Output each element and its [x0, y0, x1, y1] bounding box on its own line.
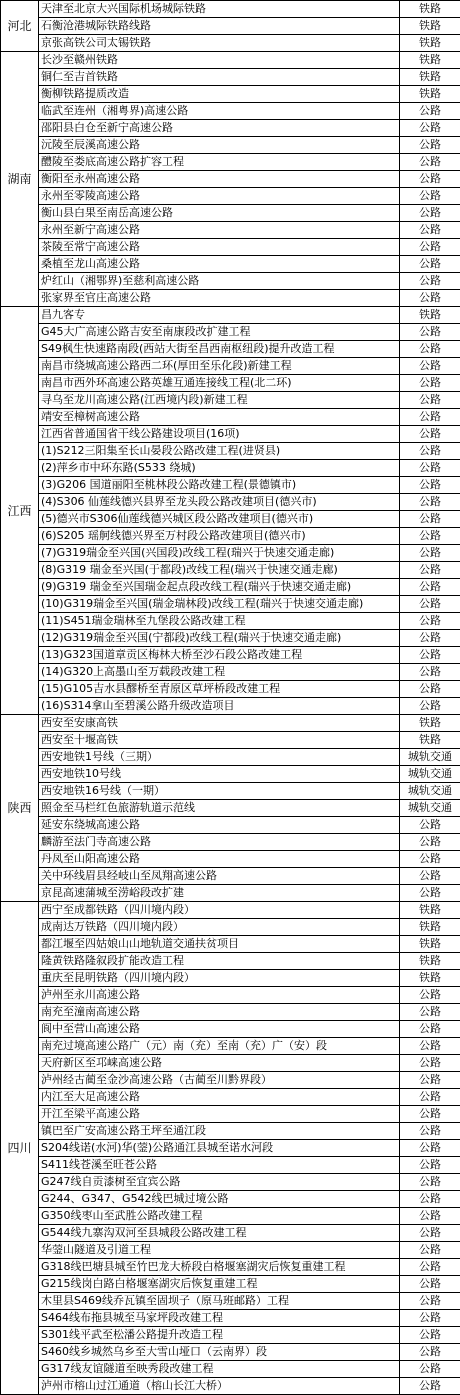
project-type-cell: 公路: [400, 1106, 460, 1123]
project-type-cell: 铁路: [400, 919, 460, 936]
project-type-cell: 铁路: [400, 902, 460, 919]
project-name-cell: G317线友谊隧道至映秀段改建工程: [39, 1361, 400, 1378]
project-type-cell: 公路: [400, 426, 460, 443]
project-type-cell: 公路: [400, 1310, 460, 1327]
project-name-cell: (6)S205 瑶舸线德兴界至万村段公路改建项目(德兴市): [39, 528, 400, 545]
project-type-cell: 公路: [400, 477, 460, 494]
project-type-cell: 公路: [400, 885, 460, 902]
table-row: [1, 205, 460, 222]
table-row: [1, 1361, 460, 1378]
project-type-cell: 铁路: [400, 86, 460, 103]
table-row: [1, 222, 460, 239]
project-name-cell: G244、G347、G542线巴城过境公路: [39, 1191, 400, 1208]
project-name-cell: 泸州市榕山过江通道（榕山长江大桥）: [39, 1378, 400, 1395]
table-row: [1, 749, 460, 766]
project-name-cell: S460线乡城然乌乡至大雪山垭口（云南界）段: [39, 1344, 400, 1361]
project-name-cell: 临武至连州（湘粤界)高速公路: [39, 103, 400, 120]
project-type-cell: 铁路: [400, 715, 460, 732]
table-row: [1, 647, 460, 664]
table-row: [1, 630, 460, 647]
table-row: [1, 800, 460, 817]
province-cell-sichuan: 四川: [1, 902, 39, 1395]
table-row: [1, 562, 460, 579]
project-name-cell: 江西省普通国省干线公路建设项目(16项): [39, 426, 400, 443]
project-type-cell: 公路: [400, 1072, 460, 1089]
project-type-cell: 公路: [400, 1276, 460, 1293]
project-name-cell: 关中环线眉县经岐山至凤翔高速公路: [39, 868, 400, 885]
project-type-cell: 公路: [400, 681, 460, 698]
project-type-cell: 铁路: [400, 18, 460, 35]
project-type-cell: 公路: [400, 239, 460, 256]
project-name-cell: 衡柳铁路提质改造: [39, 86, 400, 103]
table-row: [1, 1276, 460, 1293]
table-row: [1, 919, 460, 936]
table-row: [1, 256, 460, 273]
project-name-cell: G350线枣山至武胜公路改建工程: [39, 1208, 400, 1225]
project-type-cell: 公路: [400, 222, 460, 239]
table-row: [1, 885, 460, 902]
project-name-cell: 茶陵至常宁高速公路: [39, 239, 400, 256]
table-row: [1, 1123, 460, 1140]
table-row: [1, 545, 460, 562]
table-row: [1, 1174, 460, 1191]
project-type-cell: 公路: [400, 647, 460, 664]
table-row: [1, 528, 460, 545]
project-name-cell: (9)G319 瑞金至兴国瑞金起点段改线工程(瑞兴于快速交通走廊): [39, 579, 400, 596]
project-name-cell: 阆中至营山高速公路: [39, 1021, 400, 1038]
project-type-cell: 公路: [400, 1174, 460, 1191]
project-name-cell: 桑植至龙山高速公路: [39, 256, 400, 273]
project-type-cell: 公路: [400, 545, 460, 562]
project-type-cell: 公路: [400, 409, 460, 426]
project-name-cell: 京张高铁公司太锡铁路: [39, 35, 400, 52]
table-row: [1, 1106, 460, 1123]
project-name-cell: 丹凤至山阳高速公路: [39, 851, 400, 868]
project-type-cell: 公路: [400, 1021, 460, 1038]
table-row: [1, 987, 460, 1004]
project-type-cell: 公路: [400, 103, 460, 120]
project-name-cell: 西安地铁16号线（一期）: [39, 783, 400, 800]
table-row: [1, 970, 460, 987]
table-row: [1, 1242, 460, 1259]
table-row: [1, 1072, 460, 1089]
project-type-cell: 公路: [400, 460, 460, 477]
table-row: [1, 851, 460, 868]
project-name-cell: 邵阳县白仓至新宁高速公路: [39, 120, 400, 137]
project-type-cell: 公路: [400, 1089, 460, 1106]
project-type-cell: 公路: [400, 1157, 460, 1174]
project-type-cell: 公路: [400, 1038, 460, 1055]
project-type-cell: 公路: [400, 851, 460, 868]
project-type-cell: 公路: [400, 443, 460, 460]
project-name-cell: 南昌市西外环高速公路英雄互通连接线工程(北二环): [39, 375, 400, 392]
project-name-cell: 南充过境高速公路广（元）南（充）至南（充）广（安）段: [39, 1038, 400, 1055]
project-type-cell: 公路: [400, 290, 460, 307]
project-type-cell: 铁路: [400, 732, 460, 749]
project-name-cell: 醴陵至娄底高速公路扩容工程: [39, 154, 400, 171]
table-row: [1, 698, 460, 715]
project-type-cell: 公路: [400, 1123, 460, 1140]
table-row: [1, 426, 460, 443]
project-type-cell: 公路: [400, 579, 460, 596]
project-type-cell: 公路: [400, 120, 460, 137]
project-type-cell: 铁路: [400, 307, 460, 324]
project-name-cell: 西安至十堰高铁: [39, 732, 400, 749]
project-type-cell: 公路: [400, 1004, 460, 1021]
project-name-cell: 内江至大足高速公路: [39, 1089, 400, 1106]
project-name-cell: 南昌市绕城高速公路西二环(厚田至乐化段)新建工程: [39, 358, 400, 375]
table-row: [1, 1, 460, 18]
project-name-cell: (1)S212三阳集至长山晏段公路改建工程(进贤县): [39, 443, 400, 460]
project-type-cell: 公路: [400, 664, 460, 681]
project-type-cell: 公路: [400, 1225, 460, 1242]
project-type-cell: 铁路: [400, 35, 460, 52]
table-row: [1, 1055, 460, 1072]
table-row: [1, 290, 460, 307]
project-type-cell: 公路: [400, 137, 460, 154]
table-row: [1, 324, 460, 341]
table-row: [1, 1344, 460, 1361]
table-row: [1, 868, 460, 885]
table-row: [1, 307, 460, 324]
project-type-cell: 铁路: [400, 69, 460, 86]
project-name-cell: G544线九寨沟双河至县城段公路改建工程: [39, 1225, 400, 1242]
table-row: [1, 443, 460, 460]
project-type-cell: 公路: [400, 205, 460, 222]
project-type-cell: 城轨交通: [400, 766, 460, 783]
project-type-cell: 公路: [400, 596, 460, 613]
project-type-cell: 城轨交通: [400, 800, 460, 817]
table-row: [1, 154, 460, 171]
project-name-cell: (16)S314拿山至碧溪公路升级改造项目: [39, 698, 400, 715]
table-row: [1, 120, 460, 137]
project-type-cell: 公路: [400, 392, 460, 409]
project-name-cell: 天府新区至邛崃高速公路: [39, 1055, 400, 1072]
project-name-cell: 西安地铁1号线（三期）: [39, 749, 400, 766]
project-name-cell: S49枫生快速路南段(西站大街至昌西南枢纽段)提升改造工程: [39, 341, 400, 358]
table-row: [1, 477, 460, 494]
table-row: [1, 1310, 460, 1327]
project-name-cell: (11)S451瑞金瑞林至九堡段公路改建工程: [39, 613, 400, 630]
project-name-cell: 铜仁至吉首铁路: [39, 69, 400, 86]
table-row: [1, 817, 460, 834]
project-type-cell: 公路: [400, 375, 460, 392]
project-name-cell: (2)萍乡市中环东路(S533 绕城): [39, 460, 400, 477]
project-name-cell: (5)德兴市S306仙莲线德兴城区段公路改建项目(德兴市): [39, 511, 400, 528]
project-name-cell: 石衡沧港城际铁路线路: [39, 18, 400, 35]
project-type-cell: 公路: [400, 324, 460, 341]
table-row: [1, 358, 460, 375]
project-name-cell: (7)G319瑞金至兴国(兴国段)改线工程(瑞兴于快速交通走廊): [39, 545, 400, 562]
project-type-cell: 公路: [400, 341, 460, 358]
project-name-cell: 长沙至赣州铁路: [39, 52, 400, 69]
project-type-cell: 公路: [400, 868, 460, 885]
project-type-cell: 公路: [400, 1140, 460, 1157]
project-name-cell: G247线自贡漆树至宜宾公路: [39, 1174, 400, 1191]
project-type-cell: 公路: [400, 358, 460, 375]
project-type-cell: 公路: [400, 273, 460, 290]
project-type-cell: 公路: [400, 834, 460, 851]
project-type-cell: 铁路: [400, 1, 460, 18]
table-row: [1, 18, 460, 35]
table-row: [1, 188, 460, 205]
project-name-cell: (14)G320上高墨山至万载段改建工程: [39, 664, 400, 681]
table-row: [1, 239, 460, 256]
table-row: [1, 715, 460, 732]
project-name-cell: 镇巴至广安高速公路王坪至通江段: [39, 1123, 400, 1140]
project-type-cell: 公路: [400, 613, 460, 630]
table-row: [1, 681, 460, 698]
project-name-cell: 炉红山（湘鄂界)至慈利高速公路: [39, 273, 400, 290]
table-row: [1, 1327, 460, 1344]
project-name-cell: 华蓥山隧道及引道工程: [39, 1242, 400, 1259]
project-name-cell: S411线苍溪至旺苍公路: [39, 1157, 400, 1174]
project-name-cell: 开江至梁平高速公路: [39, 1106, 400, 1123]
project-name-cell: 寻乌至龙川高速公路(江西境内段)新建工程: [39, 392, 400, 409]
project-type-cell: 公路: [400, 817, 460, 834]
table-row: [1, 1259, 460, 1276]
table-row: [1, 273, 460, 290]
table-row: [1, 103, 460, 120]
project-type-cell: 公路: [400, 698, 460, 715]
project-type-cell: 公路: [400, 188, 460, 205]
project-name-cell: 西安至安康高铁: [39, 715, 400, 732]
table-row: [1, 494, 460, 511]
province-cell-hunan: 湖南: [1, 52, 39, 307]
project-name-cell: (12)G319瑞金至兴国(宁都段)改线工程(瑞兴于快速交通走廊): [39, 630, 400, 647]
table-row: [1, 596, 460, 613]
project-name-cell: G215线岗白路白格堰塞湖灾后恢复重建工程: [39, 1276, 400, 1293]
project-name-cell: 南充至潼南高速公路: [39, 1004, 400, 1021]
table-row: [1, 783, 460, 800]
project-name-cell: (13)G323国道章贡区梅林大桥至沙石段公路改建工程: [39, 647, 400, 664]
table-row: [1, 1021, 460, 1038]
project-type-cell: 公路: [400, 630, 460, 647]
project-type-cell: 铁路: [400, 52, 460, 69]
project-type-cell: 公路: [400, 171, 460, 188]
project-name-cell: 张家界至官庄高速公路: [39, 290, 400, 307]
table-row: [1, 902, 460, 919]
project-name-cell: (3)G206 国道丽阳至桃林段公路改建工程(景德镇市): [39, 477, 400, 494]
project-name-cell: 永州至零陵高速公路: [39, 188, 400, 205]
table-row: [1, 511, 460, 528]
project-name-cell: 隆黄铁路隆叙段扩能改造工程: [39, 953, 400, 970]
project-type-cell: 公路: [400, 528, 460, 545]
table-row: [1, 766, 460, 783]
table-row: [1, 1004, 460, 1021]
project-type-cell: 公路: [400, 987, 460, 1004]
table-row: [1, 35, 460, 52]
table-row: [1, 171, 460, 188]
table-row: [1, 732, 460, 749]
project-name-cell: 西宁至成都铁路（四川境内段）: [39, 902, 400, 919]
project-type-cell: 公路: [400, 1055, 460, 1072]
project-type-cell: 公路: [400, 1208, 460, 1225]
province-cell-jiangxi: 江西: [1, 307, 39, 715]
project-name-cell: 沅陵至辰溪高速公路: [39, 137, 400, 154]
project-type-cell: 铁路: [400, 970, 460, 987]
project-type-cell: 城轨交通: [400, 749, 460, 766]
table-row: [1, 1157, 460, 1174]
project-name-cell: 延安东绕城高速公路: [39, 817, 400, 834]
table-row: [1, 953, 460, 970]
table-row: [1, 341, 460, 358]
table-row: [1, 1038, 460, 1055]
project-name-cell: S301线平武至松潘公路提升改造工程: [39, 1327, 400, 1344]
table-row: [1, 375, 460, 392]
project-type-cell: 公路: [400, 1344, 460, 1361]
project-type-cell: 公路: [400, 1191, 460, 1208]
project-name-cell: (4)S306 仙莲线德兴县界至龙头段公路改建项目(德兴市): [39, 494, 400, 511]
project-name-cell: 京昆高速蒲城至涝峪段改扩建: [39, 885, 400, 902]
project-type-cell: 公路: [400, 1378, 460, 1395]
table-row: [1, 1191, 460, 1208]
table-row: [1, 392, 460, 409]
project-name-cell: 靖安至樟树高速公路: [39, 409, 400, 426]
table-row: [1, 69, 460, 86]
project-name-cell: (15)G105吉水县醪桥至青原区草坪桥段改建工程: [39, 681, 400, 698]
table-row: [1, 137, 460, 154]
project-name-cell: 昌九客专: [39, 307, 400, 324]
project-type-cell: 公路: [400, 256, 460, 273]
project-type-cell: 公路: [400, 154, 460, 171]
table-row: [1, 1208, 460, 1225]
table-row: [1, 1225, 460, 1242]
project-name-cell: 永州至新宁高速公路: [39, 222, 400, 239]
project-name-cell: 木里县S469线乔瓦镇至固坝子（原马班邮路）工程: [39, 1293, 400, 1310]
project-type-cell: 公路: [400, 1361, 460, 1378]
project-name-cell: (8)G319 瑞金至兴国(于都段)改线工程(瑞兴于快速交通走廊): [39, 562, 400, 579]
project-name-cell: 成南达万铁路（四川境内段）: [39, 919, 400, 936]
project-type-cell: 公路: [400, 1293, 460, 1310]
project-type-cell: 铁路: [400, 953, 460, 970]
project-name-cell: 重庆至昆明铁路（四川境内段）: [39, 970, 400, 987]
project-name-cell: G318线巴塘县城至竹巴龙大桥段白格堰塞湖灾后恢复重建工程: [39, 1259, 400, 1276]
table-row: [1, 1140, 460, 1157]
project-name-cell: S464线布拖县城至马家坪段改建工程: [39, 1310, 400, 1327]
province-cell-shaanxi: 陕西: [1, 715, 39, 902]
project-name-cell: 照金至马栏红色旅游轨道示范线: [39, 800, 400, 817]
table-row: [1, 936, 460, 953]
project-type-cell: 公路: [400, 511, 460, 528]
table-row: [1, 1293, 460, 1310]
project-name-cell: (10)G319瑞金至兴国(瑞金瑞林段)改线工程(瑞兴于快速交通走廊): [39, 596, 400, 613]
project-type-cell: 铁路: [400, 936, 460, 953]
table-row: [1, 1378, 460, 1395]
project-name-cell: 麟游至法门寺高速公路: [39, 834, 400, 851]
table-row: [1, 613, 460, 630]
project-name-cell: 都江堰至四姑娘山山地轨道交通扶贫项目: [39, 936, 400, 953]
project-name-cell: 泸州经古蔺至金沙高速公路（古蔺至川黔界段）: [39, 1072, 400, 1089]
project-type-cell: 公路: [400, 562, 460, 579]
table-row: [1, 86, 460, 103]
table-row: [1, 834, 460, 851]
table-row: [1, 409, 460, 426]
project-type-cell: 公路: [400, 494, 460, 511]
project-name-cell: 衡山县白果至南岳高速公路: [39, 205, 400, 222]
project-name-cell: 泸州至永川高速公路: [39, 987, 400, 1004]
province-cell-hebei: 河北: [1, 1, 39, 52]
project-name-cell: 天津至北京大兴国际机场城际铁路: [39, 1, 400, 18]
project-name-cell: 衡阳至永州高速公路: [39, 171, 400, 188]
table-row: [1, 52, 460, 69]
table-row: [1, 664, 460, 681]
project-name-cell: 西安地铁10号线: [39, 766, 400, 783]
table-row: [1, 460, 460, 477]
project-type-cell: 公路: [400, 1242, 460, 1259]
project-name-cell: G45大广高速公路吉安至南康段改扩建工程: [39, 324, 400, 341]
project-type-cell: 公路: [400, 1259, 460, 1276]
project-type-cell: 公路: [400, 1327, 460, 1344]
table-row: [1, 579, 460, 596]
project-type-cell: 城轨交通: [400, 783, 460, 800]
project-name-cell: S204线诺(水河)华(蓥)公路通江县城至诺水河段: [39, 1140, 400, 1157]
table-row: [1, 1089, 460, 1106]
